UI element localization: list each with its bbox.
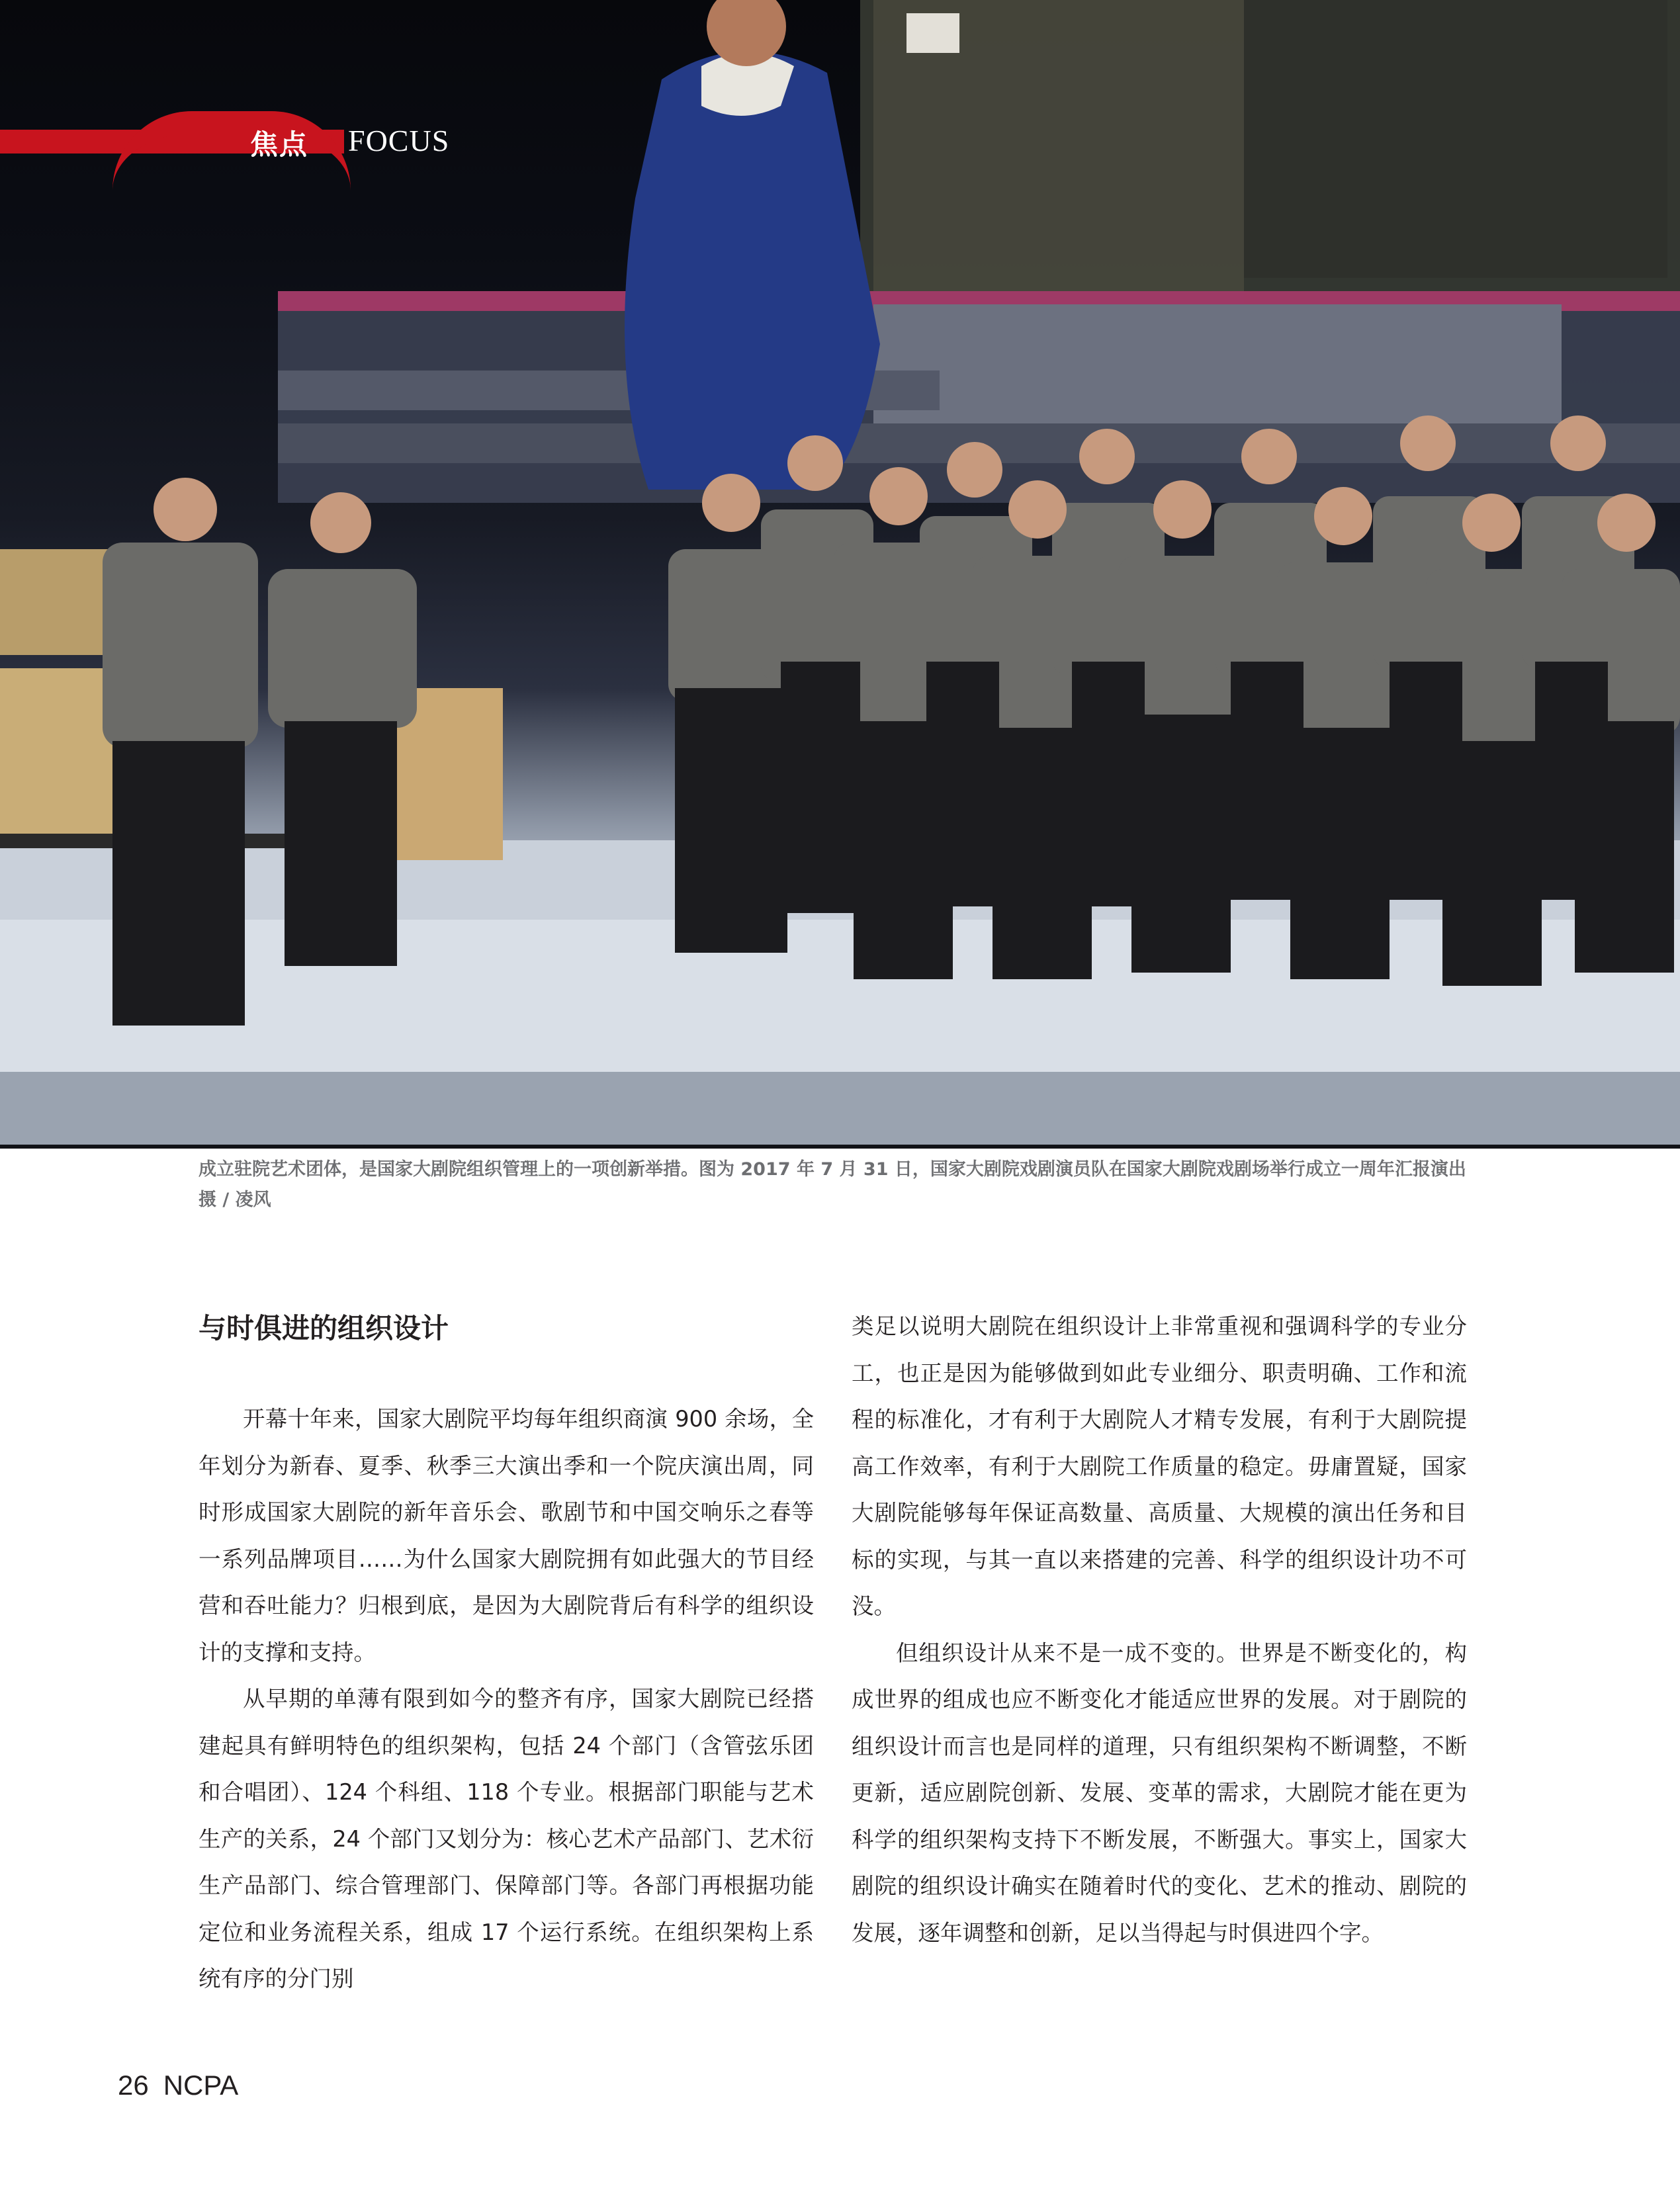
paragraph: 从早期的单薄有限到如今的整齐有序，国家大剧院已经搭建起具有鲜明特色的组织架构，包括 24 个部门（含管弦乐团和合唱团）、124 个科组、118 个专业。根据部门职能与艺术生产的关系，24 个部门又划分为：核心艺术产品部门、艺术衍生产品部门、综合管理部门、保障部门等。各部门再根据功能定位和业务流程关系，组成 17 个运行系统。在组织架构上系统有序的分门别 (199, 1686, 814, 1991)
article-column-right (852, 1303, 1467, 1956)
photo-caption: 成立驻院艺术团体，是国家大剧院组织管理上的一项创新举措。图为 2017 年 7 月 31 日，国家大剧院戏剧演员队在国家大剧院戏剧场举行成立一周年汇报演出 摄 / 凌风 (199, 1159, 1466, 1210)
paragraph: 类足以说明大剧院在组织设计上非常重视和强调科学的专业分工，也正是因为能够做到如此专业细分、职责明确、工作和流程的标准化，才有利于大剧院人才精专发展，有利于大剧院提高工作效率，有利于大剧院工作质量的稳定。毋庸置疑，国家大剧院能够每年保证高数量、高质量、大规模的演出任务和目标的实现，与其一直以来搭建的完善、科学的组织设计功不可没。 (852, 1313, 1467, 1619)
page-footer (118, 2070, 253, 2101)
section-label-cn: 焦点 (250, 128, 309, 161)
article-heading: 与时俱进的组织设计 (199, 1312, 449, 1344)
magazine-name: NCPA (163, 2070, 239, 2101)
performer-row (103, 416, 1680, 1026)
section-label-en: FOCUS (348, 124, 450, 157)
article-column-left (199, 1396, 814, 2003)
page-number: 26 (118, 2070, 149, 2101)
paragraph: 但组织设计从来不是一成不变的。世界是不断变化的，构成世界的组成也应不断变化才能适应世界的发展。对于剧院的组织设计而言也是同样的道理，只有组织架构不断调整，不断更新，适应剧院创新、发展、变革的需求，大剧院才能在更为科学的组织架构支持下不断发展，不断强大。事实上，国家大剧院的组织设计确实在随着时代的变化、艺术的推动、剧院的发展，逐年调整和创新，足以当得起与时俱进四个字。 (852, 1640, 1467, 1946)
paragraph: 开幕十年来，国家大剧院平均每年组织商演 900 余场，全年划分为新春、夏季、秋季三大演出季和一个院庆演出周，同时形成国家大剧院的新年音乐会、歌剧节和中国交响乐之春等一系列品牌项目……为什么国家大剧院拥有如此强大的节目经营和吞吐能力？归根到底，是因为大剧院背后有科学的组织设计的支撑和支持。 (199, 1406, 814, 1665)
